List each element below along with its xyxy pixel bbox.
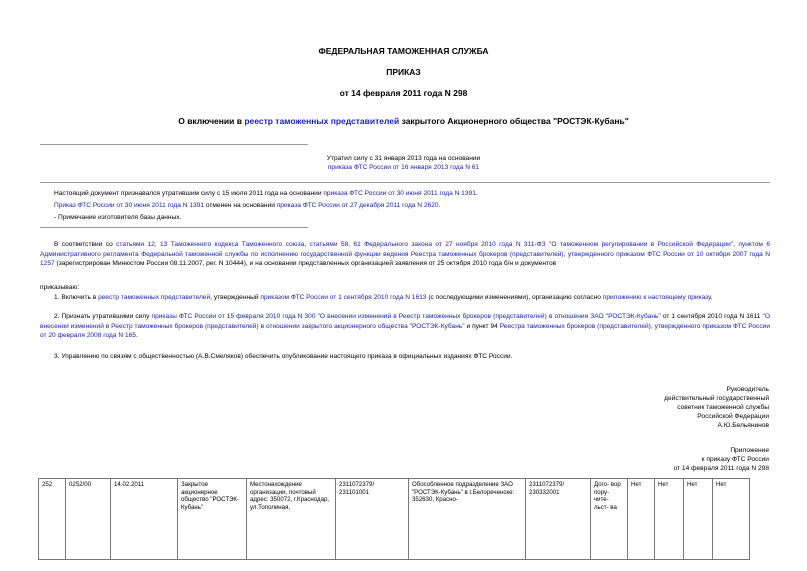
table-cell: Нет [655, 479, 684, 560]
table-cell: Нет [713, 479, 750, 560]
table-cell: Обособленное подразделение ЗАО "РОСТЭК-Кубань" в г.Белореченске: 352630, Красно- [409, 479, 526, 560]
order-item-1: 1. Включить в реестр таможенных представителей, утвержденный приказом ФТС России от 1 сентября 2010 года N 1613 (с последующими изменениями), организацию согласно приложению к настоящему приказу. [54, 294, 713, 301]
status-note: Утратил силу с 31 января 2013 года на основании приказа ФТС России от 16 января 2013 года N 61 [0, 154, 807, 172]
title-link[interactable]: реестр таможенных представителей [244, 116, 400, 126]
table-cell: 2311072379/ 231101001 [336, 479, 409, 560]
agency-title: ФЕДЕРАЛЬНАЯ ТАМОЖЕННАЯ СЛУЖБА [318, 46, 489, 56]
register-table [38, 478, 750, 560]
doc-type: ПРИКАЗ [386, 67, 421, 77]
table-cell: Нет [684, 479, 713, 560]
editor-notes [54, 189, 774, 222]
order-item-3: 3. Управлению по связям с общественностью (А.В.Смеляков) обеспечить опубликование настоящего приказа в официальных изданиях ФТС России. [54, 353, 513, 360]
note-line: - Примечание изготовителя базы данных. [54, 214, 182, 221]
divider [40, 182, 770, 183]
note-line: Настоящий документ признавался утратившим силу с 15 июля 2011 года на основании приказа ФТС России от 30 июня 2011 года N 1391. [54, 190, 478, 197]
doc-title: О включении в реестр таможенных представителей закрытого Акционерного общества "РОСТЭК-Кубань" [178, 116, 629, 126]
appendix-heading: Приложение к приказу ФТС России от 14 февраля 2011 года N 298 [673, 447, 769, 472]
order-word: приказываю: [40, 284, 80, 291]
table-cell: Нет [628, 479, 655, 560]
note-line: Приказ ФТС России от 30 июня 2011 года N 1391 отменен на основании приказа ФТС России от 27 декабря 2011 года N 2620. [54, 202, 441, 209]
table-cell: Закрытое акционерное общество "РОСТЭК-Кубань" [178, 479, 247, 560]
table-row [39, 479, 750, 560]
order-item-2: 2. Признать утратившими силу приказы ФТС России от 15 февраля 2010 года N 300 "О внесении изменений в Реестр таможенных брокеров (представителей) в отношении ЗАО "РОСТЭК-Кубань" от 1 сентября 2010 года N 1611 "О внесении изменений в Реестр таможенных брокеров (представителей) в отношении закрытого акционерного общества "РОСТЭК-Кубань" и пункт 94 Реестра таможенных брокеров (представителей), утвержденного приказом ФТС России от 20 февраля 2008 года N 165. [40, 313, 771, 340]
table-cell: 0252/00 [66, 479, 111, 560]
signature-block: Руководитель действительный государственный советник таможенной службы Российской Федерации А.Ю.Бельянинов [664, 386, 769, 429]
status-link[interactable]: приказа ФТС России от 16 января 2013 года N 61 [327, 164, 480, 171]
table-cell: 2311072379/ 230332001 [526, 479, 591, 560]
preamble-paragraph: В соответствии со статьями 12, 13 Таможенного кодекса Таможенного союза, статьями 58, 61 Федерального закона от 27 ноября 2010 года N 311-ФЗ "О таможенном регулировании в Российской Федерации", пунктом 6 Административного регламента Федеральной таможенной службы по исполнению государственной функции ведения Реестра таможенных брокеров (представителей), утвержденного приказом ФТС России от 10 октября 2007 года N 1257 (зарегистрирован Минюстом России 08.11.2007, рег. N 10444), и на основании представленных организацией заявления от 25 октября 2010 года б/н и документов [40, 241, 770, 268]
divider [40, 144, 308, 145]
doc-date-number: от 14 февраля 2011 года N 298 [339, 88, 468, 98]
table-cell: Местонахождение организации, почтовый адрес: 350072, г.Краснодар, ул.Тополиная, [247, 479, 336, 560]
table-cell: 14.02.2011 [111, 479, 178, 560]
table-cell: 252 [39, 479, 66, 560]
divider [40, 227, 308, 228]
table-cell: Дого- вор пору- чите- льст- ва [591, 479, 628, 560]
